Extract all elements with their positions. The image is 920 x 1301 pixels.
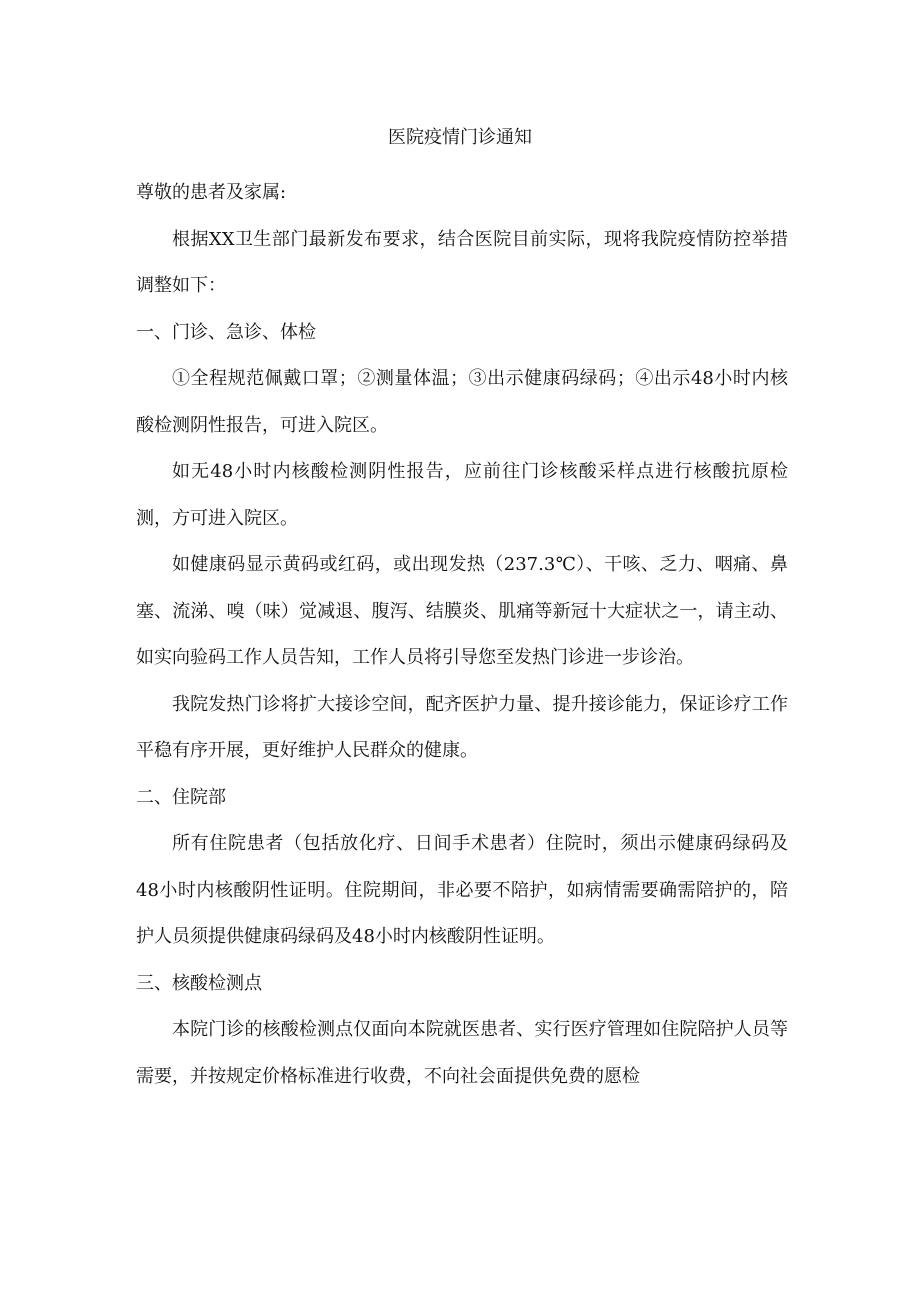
section-heading-testing-point: 三、核酸检测点 xyxy=(136,972,262,994)
document-body xyxy=(136,170,788,1100)
intro-paragraph: 根据XX卫生部门最新发布要求，结合医院目前实际，现将我院疫情防控举措调整如下： xyxy=(136,228,788,296)
testing-point-paragraph-1: 本院门诊的核酸检测点仅面向本院就医患者、实行医疗管理如住院陪护人员等需要，并按规定价格标准进行收费，不向社会面提供免费的愿检 xyxy=(136,1019,788,1087)
outpatient-paragraph-4: 我院发热门诊将扩大接诊空间，配齐医护力量、提升接诊能力，保证诊疗工作平稳有序开展，更好维护人民群众的健康。 xyxy=(136,693,788,761)
salutation: 尊敬的患者及家属: xyxy=(136,182,287,203)
outpatient-paragraph-3: 如健康码显示黄码或红码，或出现发热（237.3℃）、干咳、乏力、咽痛、鼻塞、流涕、嗅（味）觉减退、腹泻、结膜炎、肌痛等新冠十大症状之一，请主动、如实向验码工作人员告知，工作人员将引导您至发热门诊进一步诊治。 xyxy=(136,554,788,668)
inpatient-paragraph-1: 所有住院患者（包括放化疗、日间手术患者）住院时，须出示健康码绿码及48小时内核酸阴性证明。住院期间，非必要不陪护，如病情需要确需陪护的，陪护人员须提供健康码绿码及48小时内核酸阴性证明。 xyxy=(136,833,788,947)
section-heading-inpatient: 二、住院部 xyxy=(136,786,226,808)
document-title: 医院疫情门诊通知 xyxy=(388,127,532,148)
section-heading-outpatient: 一、门诊、急诊、体检 xyxy=(136,321,316,343)
outpatient-paragraph-2: 如无48小时内核酸检测阴性报告，应前往门诊核酸采样点进行核酸抗原检测，方可进入院区。 xyxy=(136,461,788,529)
outpatient-paragraph-1: ①全程规范佩戴口罩；②测量体温；③出示健康码绿码；④出示48小时内核酸检测阴性报告，可进入院区。 xyxy=(136,368,788,436)
